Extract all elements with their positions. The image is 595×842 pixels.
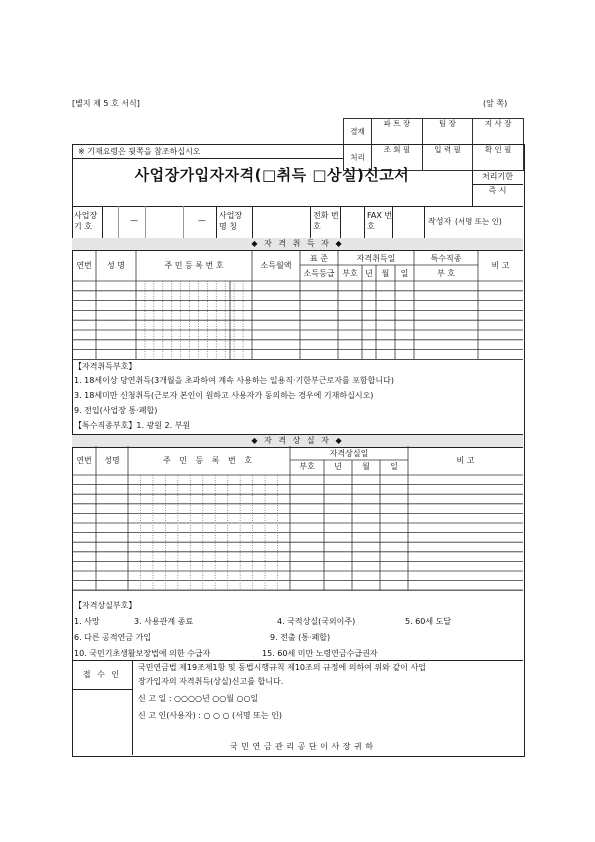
writer-sign: (서명 또는 인) <box>455 217 502 226</box>
loss-code-3: 3. 사용관계 종료 <box>134 617 194 626</box>
loss-codes-title: 【자격상실부호】 <box>74 601 137 610</box>
approval-label: 결재 <box>344 119 372 145</box>
acq-codes-title: 【자격취득부호】 <box>74 362 137 371</box>
loss-code-5: 5. 60세 도달 <box>405 617 452 626</box>
acq-col-name: 성 명 <box>107 261 125 270</box>
acq-code-3: 3. 18세미만 신청취득(근로자 본인이 원하고 사용자가 동의하는 경우에 기재하십시오) <box>74 391 374 400</box>
loss-section-title: ◆ 자 격 상 실 자 ◆ <box>72 434 523 448</box>
loss-col-date: 자격상실일 <box>329 449 369 458</box>
declaration-line-1: 국민연금법 제19조제1항 및 동법시행규칙 제10조의 규정에 의하여 위와 같이 사업 <box>138 663 426 672</box>
acq-col-std2: 소득등급 <box>303 269 335 278</box>
acq-col-special2: 부 호 <box>437 269 455 278</box>
reporter: 신 고 인(사용자) : ○ ○ ○ (서명 또는 인) <box>138 711 283 720</box>
loss-col-name: 성명 <box>104 456 120 465</box>
acq-col-month: 월 <box>381 269 390 278</box>
acq-col-income: 소득월액 <box>260 261 292 270</box>
loss-col-rrn: 주 민 등 록 번 호 <box>162 456 256 465</box>
acq-grid <box>72 250 523 360</box>
declaration-line-2: 장가입자의 자격취득(상실)신고를 합니다. <box>138 677 284 686</box>
acq-col-std: 표 준 <box>310 254 328 263</box>
loss-col-month: 월 <box>362 462 370 471</box>
acq-col-special: 특수직종 <box>430 254 462 263</box>
biz-no-dash-1: — <box>130 216 138 225</box>
receipt-stamp-label: 접 수 인 <box>82 670 122 679</box>
loss-code-1: 1. 사망 <box>74 617 100 626</box>
process-col-2: 입 력 필 <box>434 145 461 154</box>
loss-code-9: 9. 전출 (통‧폐합) <box>270 633 331 642</box>
addressee: 국 민 연 금 관 리 공 단 이 사 장 귀 하 <box>230 742 374 751</box>
approval-col-2: 팀 장 <box>439 119 456 128</box>
page-side: (앞 쪽) <box>483 99 508 108</box>
loss-code-15: 15. 60세 미만 노령연금수급권자 <box>262 649 378 658</box>
acq-code-9: 9. 전입(사업장 통‧폐합) <box>74 406 158 415</box>
approval-col-3: 지 사 장 <box>484 119 512 128</box>
loss-code-6: 6. 다른 공적연금 가입 <box>74 633 152 642</box>
biz-no-dash-2: — <box>198 216 206 225</box>
acq-col-code: 부호 <box>342 269 358 278</box>
acq-code-1: 1. 18세이상 당연취득(3개월을 초과하여 계속 사용하는 일용직·기한부근로자를 포함합니다) <box>74 376 394 385</box>
acq-col-date: 자격취득일 <box>356 254 396 263</box>
process-col-3: 확 인 필 <box>484 145 512 154</box>
loss-grid <box>72 446 523 598</box>
acq-col-no: 연번 <box>76 261 92 270</box>
form-number: [별지 제 5 호 서식] <box>72 99 140 108</box>
loss-code-4: 4. 국적상실(국외이주) <box>277 617 356 626</box>
process-label: 처리 <box>344 145 372 171</box>
loss-col-remark: 비 고 <box>456 456 475 465</box>
acq-col-rrn: 주 민 등 록 번 호 <box>164 261 224 270</box>
process-col-1: 조 회 필 <box>383 145 411 154</box>
biz-name-label: 사업장 명 칭 <box>219 211 243 231</box>
fax-label: FAX 번호 <box>367 211 393 231</box>
period-label: 처리기한 <box>482 172 513 181</box>
writer-label: 작성자 <box>428 217 452 226</box>
report-date: 신 고 일 : ○○○○년 ○○월 ○○일 <box>138 694 259 703</box>
acq-col-year: 년 <box>365 269 373 278</box>
instruction-note: ※ 기재요령은 뒷쪽을 참조하십시오 <box>78 147 201 156</box>
phone-label: 전화 번호 <box>313 211 339 231</box>
loss-col-day: 일 <box>390 462 398 471</box>
loss-col-year: 년 <box>334 462 342 471</box>
acq-section-title: ◆ 자 격 취 득 자 ◆ <box>72 238 523 251</box>
acq-col-remark: 비 고 <box>491 261 510 270</box>
form-title: 사업장가입자자격(□취득 □상실)신고서 <box>134 166 410 184</box>
special-codes: 【특수직종부호】1. 광원 2. 부원 <box>74 421 191 430</box>
acq-col-day: 일 <box>400 269 409 278</box>
loss-code-10: 10. 국민기초생활보장법에 의한 수급자 <box>74 649 211 658</box>
loss-col-code: 부호 <box>299 462 315 471</box>
period-value: 즉 시 <box>472 184 523 196</box>
approval-col-1: 파 트 장 <box>383 119 411 128</box>
loss-col-no: 연번 <box>76 456 92 465</box>
biz-no-label: 사업장 기 호 <box>74 211 98 231</box>
